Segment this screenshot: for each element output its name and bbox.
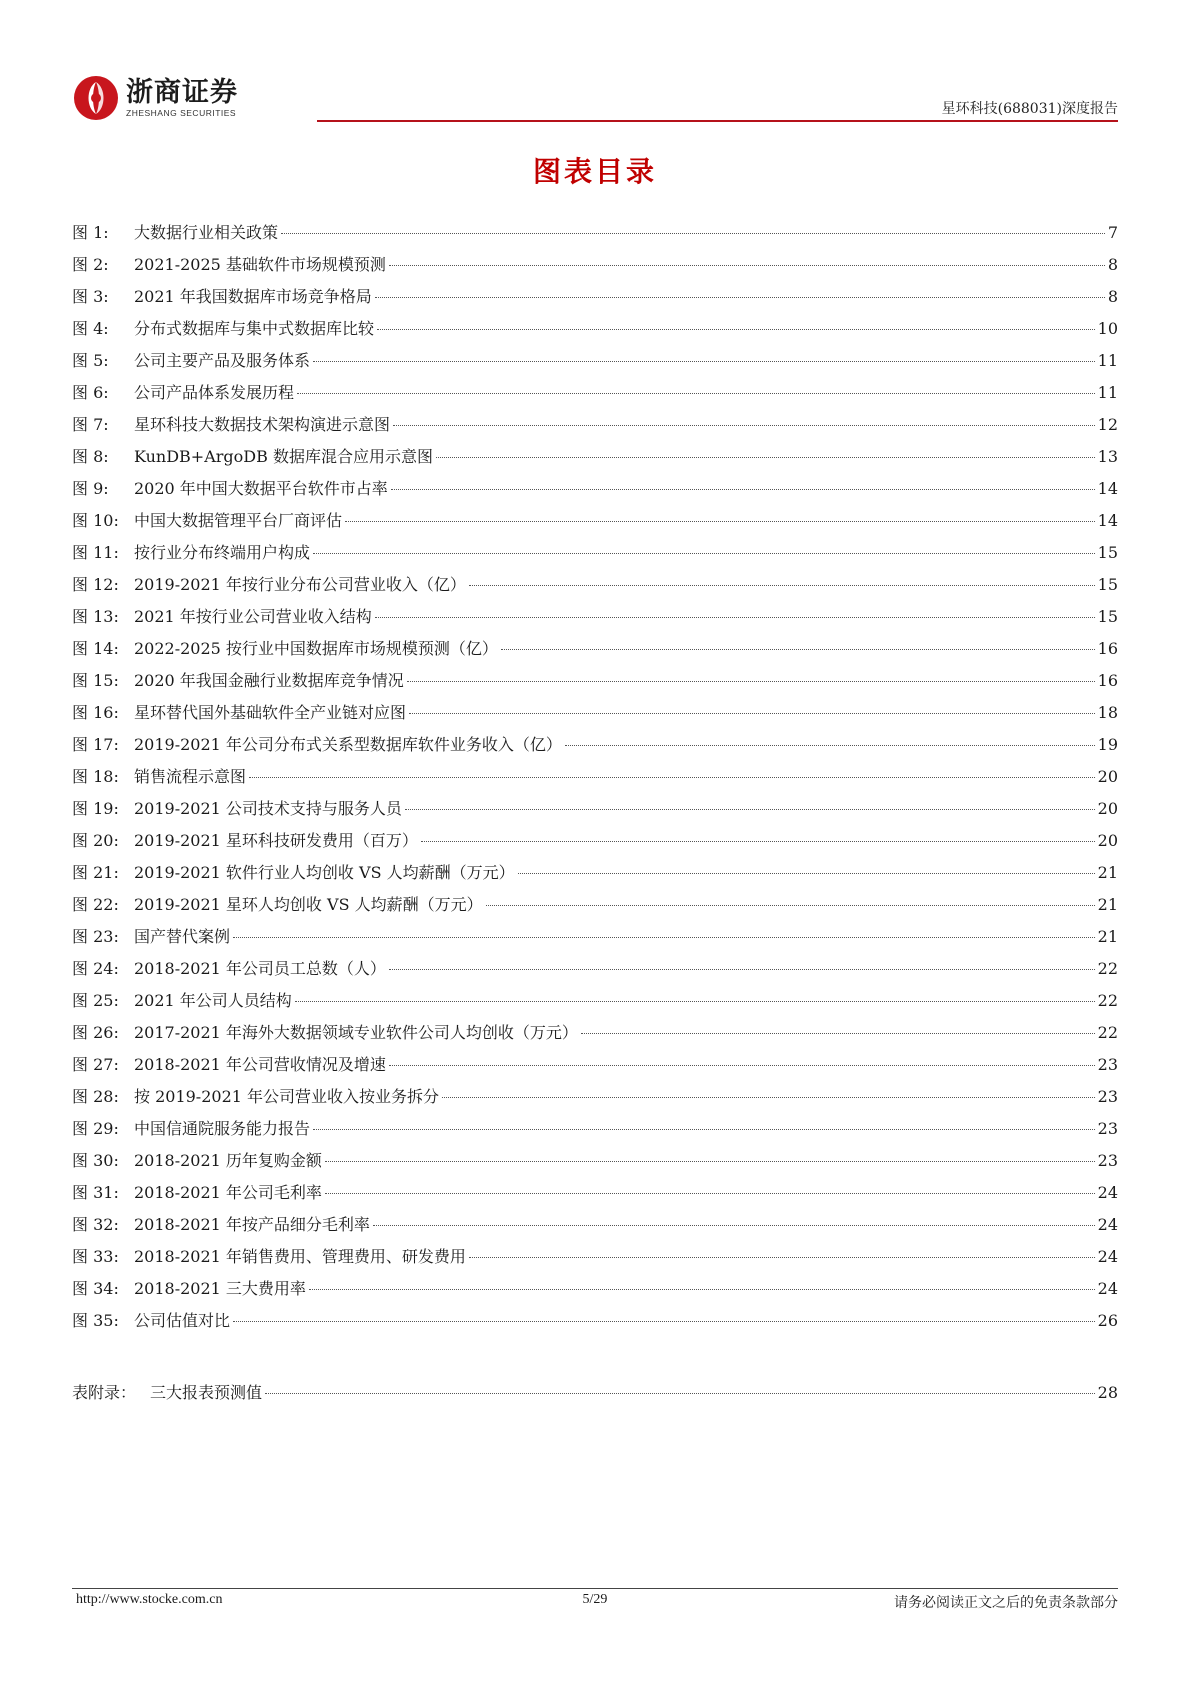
toc-leader-dots bbox=[325, 1193, 1095, 1194]
toc-leader-dots bbox=[501, 649, 1095, 650]
toc-entry-page: 20 bbox=[1097, 799, 1118, 818]
footer-divider bbox=[72, 1588, 1118, 1589]
toc-entry[interactable] bbox=[72, 1148, 1118, 1180]
toc-entry-label: 图 4: bbox=[72, 319, 109, 338]
toc-entry-page: 12 bbox=[1097, 415, 1118, 434]
toc-entry-text: 星环科技大数据技术架构演进示意图 bbox=[134, 415, 391, 434]
footer-disclaimer: 请务必阅读正文之后的免责条款部分 bbox=[894, 1595, 1118, 1611]
toc-entry[interactable] bbox=[72, 1276, 1118, 1308]
toc-entry-text: 2017-2021 年海外大数据领域专业软件公司人均创收（万元） bbox=[134, 1023, 578, 1042]
toc-entry-page: 26 bbox=[1097, 1311, 1118, 1330]
toc-entry-page: 15 bbox=[1097, 575, 1118, 594]
toc-leader-dots bbox=[469, 585, 1095, 586]
toc-leader-dots bbox=[295, 1001, 1095, 1002]
toc-entry-page: 11 bbox=[1097, 383, 1118, 402]
toc-entry-text: 2019-2021 公司技术支持与服务人员 bbox=[134, 799, 402, 818]
toc-leader-dots bbox=[442, 1097, 1095, 1098]
toc-entry-label: 图 34: bbox=[72, 1279, 119, 1298]
toc-entry-label: 图 31: bbox=[72, 1183, 119, 1202]
toc-entry[interactable] bbox=[72, 1308, 1118, 1340]
toc-entry[interactable] bbox=[72, 604, 1118, 636]
toc-entry-text: 2021 年公司人员结构 bbox=[134, 991, 292, 1010]
toc-entry-text: 公司主要产品及服务体系 bbox=[134, 351, 311, 370]
page-footer bbox=[72, 1592, 1118, 1612]
toc-entry-page: 10 bbox=[1097, 319, 1118, 338]
toc-entry[interactable] bbox=[72, 252, 1118, 284]
toc-entry[interactable] bbox=[72, 444, 1118, 476]
toc-leader-dots bbox=[325, 1161, 1095, 1162]
toc-entry-label: 图 32: bbox=[72, 1215, 119, 1234]
toc-entry-label: 图 24: bbox=[72, 959, 119, 978]
toc-entry-text: 2021 年我国数据库市场竞争格局 bbox=[134, 287, 372, 306]
toc-entry-label: 图 23: bbox=[72, 927, 119, 946]
toc-entry-page: 13 bbox=[1097, 447, 1118, 466]
toc-entry-text: 中国大数据管理平台厂商评估 bbox=[134, 511, 343, 530]
toc-entry[interactable] bbox=[72, 220, 1118, 252]
toc-leader-dots bbox=[469, 1257, 1095, 1258]
toc-entry-page: 23 bbox=[1097, 1087, 1118, 1106]
toc-entry-label: 图 33: bbox=[72, 1247, 119, 1266]
toc-entry[interactable] bbox=[72, 1244, 1118, 1276]
toc-entry-label: 图 1: bbox=[72, 223, 109, 242]
toc-entry-text: 2019-2021 年按行业分布公司营业收入（亿） bbox=[134, 575, 466, 594]
toc-entry-page: 7 bbox=[1107, 223, 1118, 242]
footer-page-number: 5/29 bbox=[582, 1592, 608, 1607]
toc-entry-page: 22 bbox=[1097, 959, 1118, 978]
toc-leader-dots bbox=[389, 265, 1105, 266]
toc-entry-text: 中国信通院服务能力报告 bbox=[134, 1119, 311, 1138]
toc-entry[interactable] bbox=[72, 668, 1118, 700]
toc-entry-page: 14 bbox=[1097, 479, 1118, 498]
toc-leader-dots bbox=[313, 1129, 1095, 1130]
toc-entry-text: 公司估值对比 bbox=[134, 1311, 231, 1330]
toc-leader-dots bbox=[249, 777, 1095, 778]
toc-entry-text: 分布式数据库与集中式数据库比较 bbox=[134, 319, 375, 338]
toc-entry-label: 图 26: bbox=[72, 1023, 119, 1042]
toc-leader-dots bbox=[389, 1065, 1095, 1066]
toc-entry[interactable] bbox=[72, 1052, 1118, 1084]
toc-leader-dots bbox=[377, 329, 1095, 330]
toc-entry-text: 按行业分布终端用户构成 bbox=[134, 543, 311, 562]
toc-entry-text: 2019-2021 星环科技研发费用（百万） bbox=[134, 831, 418, 850]
toc-entry-page: 21 bbox=[1097, 895, 1118, 914]
toc-entry[interactable] bbox=[72, 412, 1118, 444]
toc-entry-text: 三大报表预测值 bbox=[150, 1383, 263, 1402]
toc-entry[interactable] bbox=[72, 508, 1118, 540]
toc-leader-dots bbox=[389, 969, 1095, 970]
page-title: 图表目录 bbox=[532, 155, 657, 188]
toc-entry[interactable] bbox=[72, 924, 1118, 956]
toc-entry[interactable] bbox=[72, 1180, 1118, 1212]
toc-entry[interactable] bbox=[72, 796, 1118, 828]
toc-entry-text: 2020 年中国大数据平台软件市占率 bbox=[134, 479, 388, 498]
toc-leader-dots bbox=[405, 809, 1095, 810]
toc-entry[interactable] bbox=[72, 988, 1118, 1020]
toc-entry-label: 图 35: bbox=[72, 1311, 119, 1330]
toc-entry-label: 图 11: bbox=[72, 543, 119, 562]
toc-entry-text: 2019-2021 软件行业人均创收 VS 人均薪酬（万元） bbox=[134, 863, 515, 882]
toc-entry-page: 8 bbox=[1107, 255, 1118, 274]
toc-entry-text: 公司产品体系发展历程 bbox=[134, 383, 295, 402]
toc-entry[interactable] bbox=[72, 284, 1118, 316]
toc-entry-label: 图 25: bbox=[72, 991, 119, 1010]
toc-entry-text: 2021-2025 基础软件市场规模预测 bbox=[134, 255, 386, 274]
toc-entry-page: 15 bbox=[1097, 607, 1118, 626]
toc-entry-label: 图 7: bbox=[72, 415, 109, 434]
toc-entry[interactable] bbox=[72, 348, 1118, 380]
toc-entry-page: 24 bbox=[1097, 1215, 1118, 1234]
toc-leader-dots bbox=[565, 745, 1095, 746]
toc-entry-page: 15 bbox=[1097, 543, 1118, 562]
toc-entry[interactable] bbox=[72, 764, 1118, 796]
toc-entry-label: 图 10: bbox=[72, 511, 119, 530]
toc-entry-page: 23 bbox=[1097, 1151, 1118, 1170]
footer-website-link[interactable]: http://www.stocke.com.cn bbox=[76, 1592, 223, 1607]
toc-entry-label: 图 29: bbox=[72, 1119, 119, 1138]
toc-entry-text: 2018-2021 年公司营收情况及增速 bbox=[134, 1055, 386, 1074]
toc-leader-dots bbox=[518, 873, 1095, 874]
toc-entry[interactable] bbox=[72, 476, 1118, 508]
toc-leader-dots bbox=[407, 681, 1095, 682]
toc-entry-label: 图 13: bbox=[72, 607, 119, 626]
toc-entry-text: 2018-2021 年公司毛利率 bbox=[134, 1183, 322, 1202]
toc-entry-page: 24 bbox=[1097, 1247, 1118, 1266]
toc-leader-dots bbox=[313, 553, 1095, 554]
toc-leader-dots bbox=[345, 521, 1095, 522]
logo-english-name: ZHESHANG SECURITIES bbox=[126, 108, 237, 118]
page-header bbox=[72, 70, 1118, 126]
table-appendix bbox=[72, 1380, 1118, 1412]
toc-leader-dots bbox=[375, 297, 1105, 298]
toc-entry[interactable] bbox=[72, 732, 1118, 764]
toc-entry-label: 图 18: bbox=[72, 767, 119, 786]
toc-entry-label: 图 3: bbox=[72, 287, 109, 306]
toc-entry-page: 16 bbox=[1097, 639, 1118, 658]
toc-entry-page: 8 bbox=[1107, 287, 1118, 306]
toc-entry[interactable] bbox=[72, 1116, 1118, 1148]
toc-leader-dots bbox=[436, 457, 1095, 458]
toc-leader-dots bbox=[265, 1393, 1095, 1394]
toc-entry-text: KunDB+ArgoDB 数据库混合应用示意图 bbox=[134, 447, 433, 466]
toc-leader-dots bbox=[281, 233, 1105, 234]
toc-entry-label: 表附录： bbox=[72, 1383, 137, 1402]
toc-entry[interactable] bbox=[72, 636, 1118, 668]
toc-entry-page: 20 bbox=[1097, 831, 1118, 850]
toc-entry-label: 图 2: bbox=[72, 255, 109, 274]
toc-entry-page: 24 bbox=[1097, 1183, 1118, 1202]
toc-entry[interactable] bbox=[72, 380, 1118, 412]
toc-entry-label: 图 17: bbox=[72, 735, 119, 754]
toc-entry-text: 2020 年我国金融行业数据库竞争情况 bbox=[134, 671, 404, 690]
toc-entry-label: 图 12: bbox=[72, 575, 119, 594]
toc-entry-page: 14 bbox=[1097, 511, 1118, 530]
toc-entry-text: 2018-2021 三大费用率 bbox=[134, 1279, 306, 1298]
toc-entry-label: 图 28: bbox=[72, 1087, 119, 1106]
toc-entry-page: 19 bbox=[1097, 735, 1118, 754]
toc-entry[interactable] bbox=[72, 572, 1118, 604]
toc-entry[interactable] bbox=[72, 892, 1118, 924]
toc-entry-text: 2018-2021 年按产品细分毛利率 bbox=[134, 1215, 370, 1234]
toc-entry[interactable] bbox=[72, 1084, 1118, 1116]
toc-entry[interactable] bbox=[72, 828, 1118, 860]
toc-entry-label: 图 9: bbox=[72, 479, 109, 498]
toc-entry-page: 24 bbox=[1097, 1279, 1118, 1298]
toc-entry-label: 图 22: bbox=[72, 895, 119, 914]
toc-entry-page: 22 bbox=[1097, 1023, 1118, 1042]
toc-entry-page: 21 bbox=[1097, 863, 1118, 882]
toc-leader-dots bbox=[375, 617, 1095, 618]
toc-entry-page: 23 bbox=[1097, 1119, 1118, 1138]
toc-entry-label: 图 5: bbox=[72, 351, 109, 370]
toc-entry-text: 2022-2025 按行业中国数据库市场规模预测（亿） bbox=[134, 639, 498, 658]
toc-leader-dots bbox=[581, 1033, 1095, 1034]
toc-entry-page: 23 bbox=[1097, 1055, 1118, 1074]
toc-leader-dots bbox=[233, 1321, 1095, 1322]
toc-leader-dots bbox=[233, 937, 1095, 938]
toc-leader-dots bbox=[421, 841, 1095, 842]
toc-entry-text: 大数据行业相关政策 bbox=[134, 223, 279, 242]
toc-entry-text: 2019-2021 星环人均创收 VS 人均薪酬（万元） bbox=[134, 895, 483, 914]
toc-entry-label: 图 6: bbox=[72, 383, 109, 402]
toc-leader-dots bbox=[373, 1225, 1095, 1226]
toc-entry-text: 2019-2021 年公司分布式关系型数据库软件业务收入（亿） bbox=[134, 735, 562, 754]
toc-leader-dots bbox=[297, 393, 1095, 394]
header-divider bbox=[317, 120, 1118, 122]
toc-leader-dots bbox=[409, 713, 1095, 714]
logo-chinese-name: 浙商证券 bbox=[126, 77, 238, 108]
toc-entry-label: 图 20: bbox=[72, 831, 119, 850]
toc-entry-text: 2018-2021 年销售费用、管理费用、研发费用 bbox=[134, 1247, 466, 1266]
toc-entry[interactable] bbox=[72, 1020, 1118, 1052]
toc-entry-label: 图 8: bbox=[72, 447, 109, 466]
figure-toc-list bbox=[72, 220, 1118, 1340]
toc-entry-label: 图 14: bbox=[72, 639, 119, 658]
toc-entry-label: 图 15: bbox=[72, 671, 119, 690]
toc-entry[interactable] bbox=[72, 860, 1118, 892]
toc-entry[interactable] bbox=[72, 1380, 1118, 1412]
toc-entry-text: 2021 年按行业公司营业收入结构 bbox=[134, 607, 372, 626]
toc-entry[interactable] bbox=[72, 956, 1118, 988]
toc-entry-page: 20 bbox=[1097, 767, 1118, 786]
toc-entry-text: 2018-2021 历年复购金额 bbox=[134, 1151, 322, 1170]
toc-entry-label: 图 16: bbox=[72, 703, 119, 722]
toc-entry-text: 2018-2021 年公司员工总数（人） bbox=[134, 959, 386, 978]
toc-entry-label: 图 27: bbox=[72, 1055, 119, 1074]
toc-entry[interactable] bbox=[72, 316, 1118, 348]
toc-entry-text: 按 2019-2021 年公司营业收入按业务拆分 bbox=[134, 1087, 440, 1106]
toc-entry-label: 图 19: bbox=[72, 799, 119, 818]
report-title: 星环科技(688031)深度报告 bbox=[941, 101, 1118, 117]
toc-entry[interactable] bbox=[72, 1212, 1118, 1244]
toc-entry-label: 图 30: bbox=[72, 1151, 119, 1170]
company-logo bbox=[72, 70, 238, 126]
toc-entry-label: 图 21: bbox=[72, 863, 119, 882]
toc-leader-dots bbox=[313, 361, 1095, 362]
toc-entry[interactable] bbox=[72, 700, 1118, 732]
toc-entry[interactable] bbox=[72, 540, 1118, 572]
toc-entry-text: 国产替代案例 bbox=[134, 927, 231, 946]
toc-entry-page: 18 bbox=[1097, 703, 1118, 722]
toc-entry-page: 16 bbox=[1097, 671, 1118, 690]
toc-leader-dots bbox=[393, 425, 1095, 426]
toc-entry-page: 28 bbox=[1097, 1383, 1118, 1402]
toc-entry-page: 21 bbox=[1097, 927, 1118, 946]
toc-leader-dots bbox=[309, 1289, 1095, 1290]
toc-leader-dots bbox=[391, 489, 1095, 490]
toc-entry-text: 销售流程示意图 bbox=[134, 767, 247, 786]
zheshang-logo-icon bbox=[72, 74, 120, 122]
toc-entry-page: 22 bbox=[1097, 991, 1118, 1010]
toc-leader-dots bbox=[486, 905, 1095, 906]
toc-entry-text: 星环替代国外基础软件全产业链对应图 bbox=[134, 703, 407, 722]
toc-entry-page: 11 bbox=[1097, 351, 1118, 370]
